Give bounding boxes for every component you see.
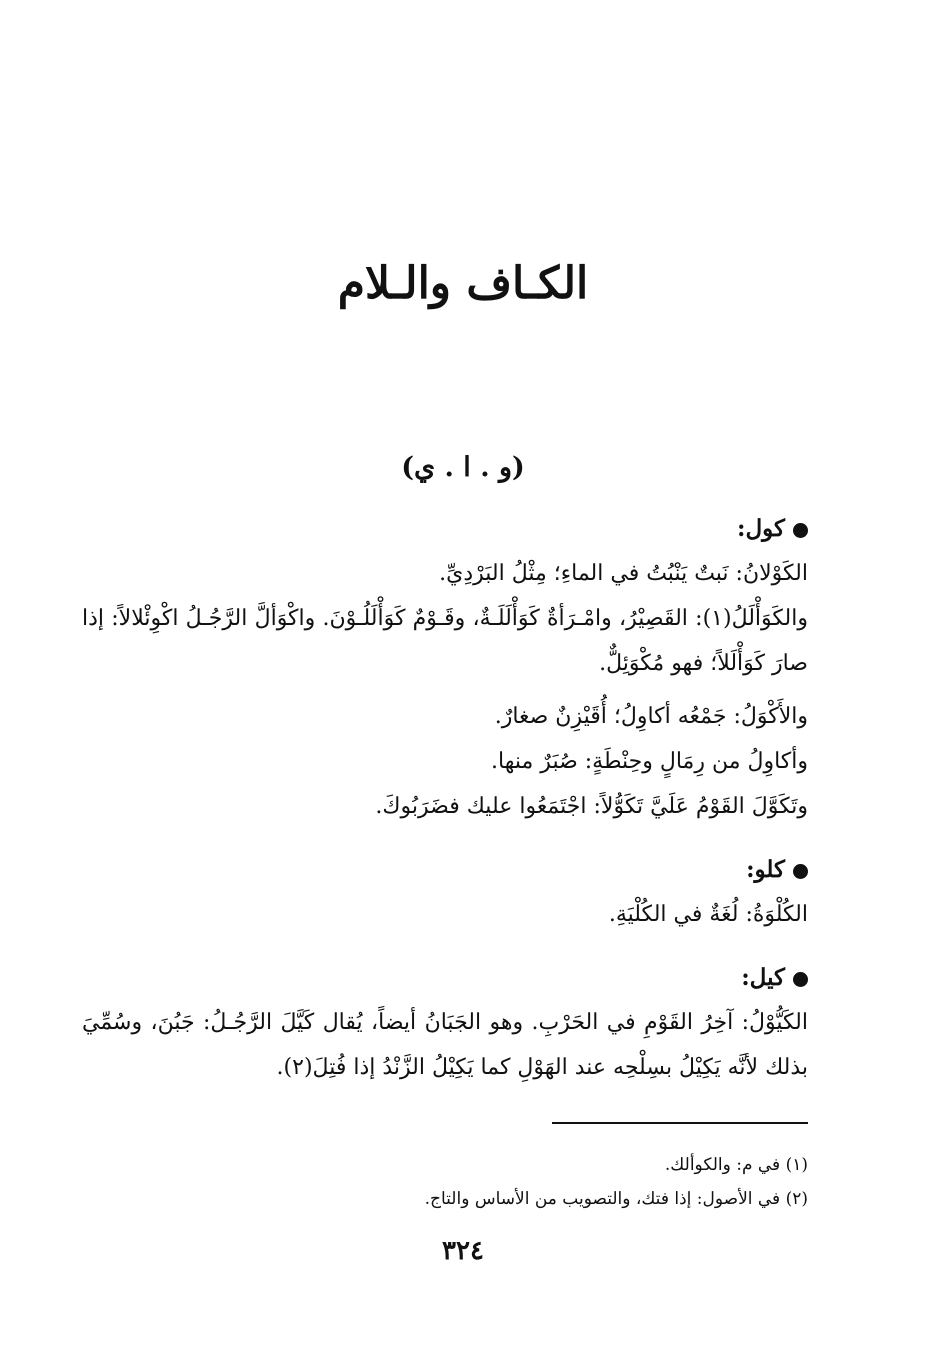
entry-heading-label: كيل: <box>741 964 785 991</box>
definition-line: الكُلْوَةُ: لُغَةٌ في الكُلْيَةِ. <box>608 902 808 927</box>
entry-heading-label: كلو: <box>746 856 785 883</box>
entry-heading-label: كول: <box>736 515 785 542</box>
footnotes <box>200 1148 808 1216</box>
entry-heading-kwl <box>82 506 808 551</box>
bullet-icon <box>793 523 808 538</box>
definition-line: وتَكَوَّلَ القَوْمُ عَلَيَّ تَكَوُّلاً: اجْتَمَعُوا عليك فضَرَبُوكَ. <box>375 794 808 819</box>
definition-line: وأكاوِلُ من رِمَالٍ وحِنْطَةٍ: صُبَرٌ منها. <box>491 749 808 774</box>
dictionary-body <box>82 506 808 1090</box>
footnote: (٢) في الأصول: إذا فتك، والتصويب من الأساس والتاج. <box>424 1189 808 1209</box>
definition-line: الكَيُّوْلُ: آخِرُ القَوْمِ في الحَرْبِ. وهو الجَبَانُ أيضاً، يُقال كَيَّلَ الرَّجُـلُ: جَبُنَ، وسُمِّيَ بذلك لأنَّه يَكِيْلُ بسِلْحِه عند الهَوْلِ كما يَكِيْلُ الزَّنْدُ إذا فُتِلَ(٢). <box>82 1010 808 1080</box>
chapter-title: الكـاف والـلام <box>337 258 589 309</box>
definition-line: والكَوَأْلَلُ(١): القَصِيْرُ، وامْـرَأةٌ كَوَأْلَلَـةٌ، وقَـوْمٌ كَوَأْلَلُـوْنَ. واكْوَألَّ الرَّجُـلُ اكْوِئْلالاً: إذا صارَ كَوَأْلَلاً؛ فهو مُكْوَئِلٌّ. <box>82 606 808 676</box>
root-heading: (و . ا . ي) <box>401 452 525 483</box>
definition-line: الكَوْلانُ: نَبتٌ يَنْبُتُ في الماءِ؛ مِثْلُ البَرْدِيِّ. <box>439 561 808 586</box>
entry-heading-klw <box>82 847 808 892</box>
bullet-icon <box>793 972 808 987</box>
bullet-icon <box>793 864 808 879</box>
footnote: (١) في م: والكوألك. <box>664 1155 808 1175</box>
definition-line: والأَكْوَلُ: جَمْعُه أكاوِلُ؛ أُقَيْزِنٌ صغارٌ. <box>494 704 808 729</box>
footnote-divider <box>552 1122 808 1124</box>
page-number: ٣٢٤ <box>442 1236 484 1266</box>
entry-heading-kyl <box>82 955 808 1000</box>
